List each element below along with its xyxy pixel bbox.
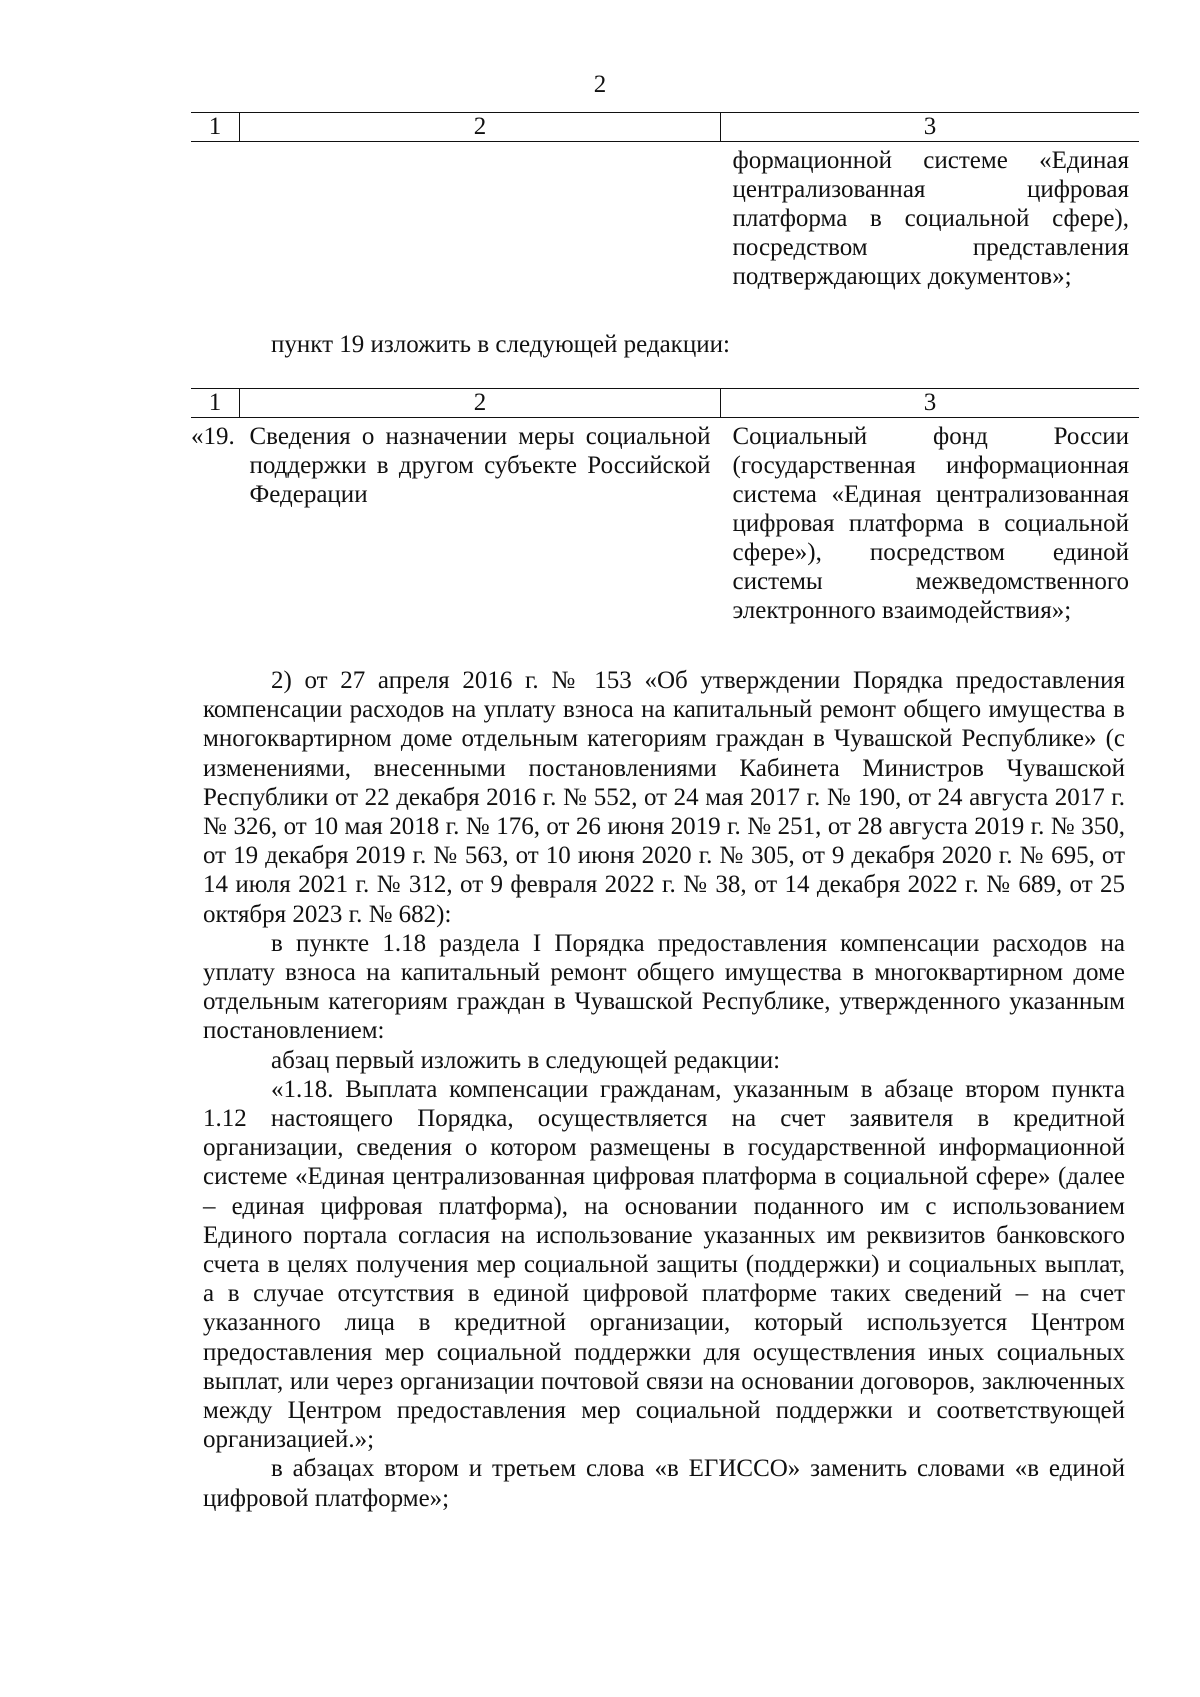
table-header-col2: 2 [240, 389, 721, 418]
paragraph-resolution-153: 2) от 27 апреля 2016 г. № 153 «Об утверждении Порядка предоставления компенсации расходов на уплату взноса на капитальный ремонт общего имущества в многоквартирном доме отдельным категориям граждан в Чувашской Республике» (с изменениями, внесенными постановлениями Кабинета Министров Чувашской Республики от 22 декабря 2016 г. № 552, от 24 мая 2017 г. № 190, от 24 августа 2017 г. № 326, от 10 мая 2018 г. № 176, от 26 июня 2019 г. № 251, от 28 августа 2019 г. № 350, от 19 декабря 2019 г. № 563, от 10 июня 2020 г. № 305, от 9 декабря 2020 г. № 695, от 14 июля 2021 г. № 312, от 9 февраля 2022 г. № 38, от 14 декабря 2022 г. № 689, от 25 октября 2023 г. № 682): [203, 667, 1125, 928]
table-header-row [191, 389, 1139, 418]
table-header-col1: 1 [191, 389, 240, 418]
page-number: 2 [593, 71, 607, 98]
main-text [203, 666, 1125, 1513]
table-header-col3: 3 [721, 389, 1140, 418]
table-cell-empty [191, 142, 240, 292]
table-continuation [191, 112, 1139, 291]
paragraph-abzac-second-third: в абзацах втором и третьем слова «в ЕГИССО» заменить словами «в единой цифровой платформе»; [203, 1455, 1125, 1512]
instruction-paragraph: пункт 19 изложить в следующей редакции: [271, 331, 730, 358]
table-header-col2: 2 [240, 113, 721, 142]
table-cell-source: формационной системе «Единая централизованная цифровая платформа в социальной сфере), посредством представления подтверждающих документов»; [732, 147, 1129, 290]
table-header-col3: 3 [721, 113, 1140, 142]
paragraph-abzac-first: абзац первый изложить в следующей редакции: [271, 1046, 781, 1074]
table-header-col1: 1 [191, 113, 240, 142]
table-cell-empty [240, 142, 721, 292]
table-cell-number: «19. [191, 423, 235, 450]
paragraph-new-text-1-18: «1.18. Выплата компенсации гражданам, указанным в абзаце втором пункта 1.12 настоящего Порядка, осуществляется на счет заявителя в кредитной организации, сведения о котором размещены в государственной информационной системе «Единая централизованная цифровая платформа в социальной сфере» (далее – единая цифровая платформа), на основании поданного им с использованием Единого портала согласия на использование указанных им реквизитов банковского счета в целях получения мер социальной защиты (поддержки) и социальных выплат, а в случае отсутствия в единой цифровой платформе таких сведений – на счет указанного лица в кредитной организации, который используется Центром предоставления мер социальной поддержки для осуществления иных социальных выплат, или через организации почтовой связи на основании договоров, заключенных между Центром предоставления мер социальной поддержки и соответствующей организацией.»; [203, 1075, 1125, 1454]
table-item-19 [191, 388, 1139, 625]
paragraph-item-1-18: в пункте 1.18 раздела I Порядка предоставления компенсации расходов на уплату взноса на капитальный ремонт общего имущества в многоквартирном доме отдельным категориям граждан в Чувашской Республике, утвержденного указанным постановлением: [203, 929, 1125, 1045]
table-header-row [191, 113, 1139, 142]
table-cell-source: Социальный фонд России (государственная информационная система «Единая централизованная цифровая платформа в социальной сфере»), посредством единой системы межведомственного электронного взаимодействия»; [732, 423, 1129, 624]
table-cell-description: Сведения о назначении меры социальной поддержки в другом субъекте Российской Федерации [249, 423, 711, 508]
table-row [191, 418, 1139, 626]
table-row [191, 142, 1139, 292]
